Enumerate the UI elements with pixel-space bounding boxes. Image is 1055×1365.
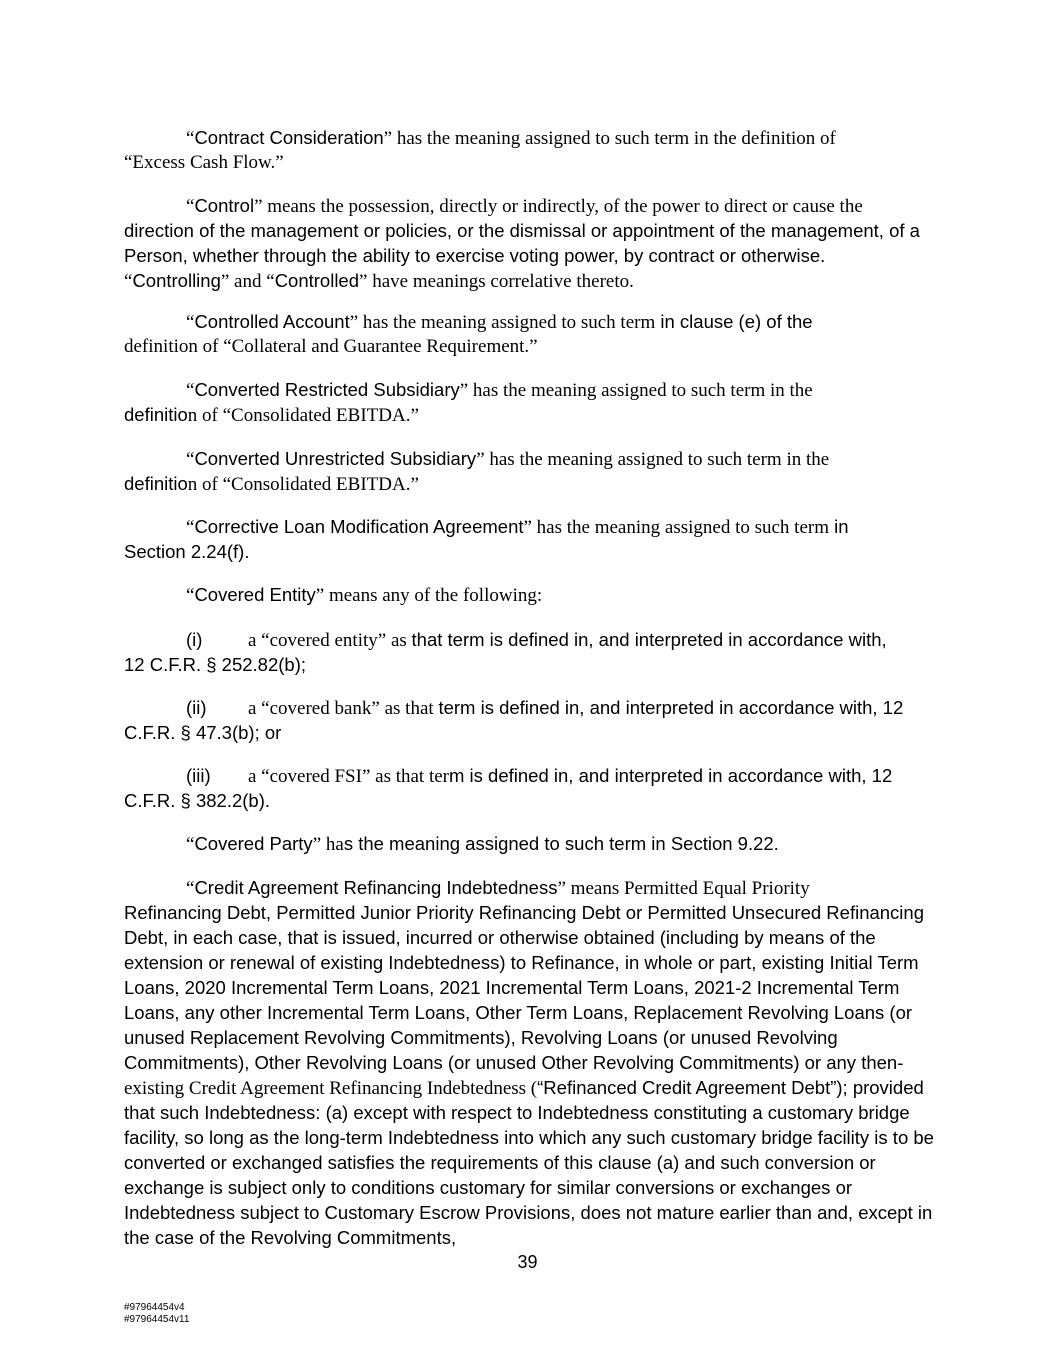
open-quote: “ xyxy=(186,380,195,401)
definition-text: “Excess Cash Flow.” xyxy=(124,152,284,173)
definition-text: ” has the meaning assigned to such term xyxy=(523,517,830,538)
definition-converted-restricted-subsidiary xyxy=(124,378,939,428)
definition-body: direction of the management or policies, or the dismissal or appointment of the management, of a Person, whether through the ability to exercise voting power, by contract or otherwise. xyxy=(124,220,920,266)
clause-number: (i) xyxy=(186,629,203,650)
clause-text: term is defined in, and interpreted in accordance with, 12 xyxy=(438,697,904,718)
definition-text: ” and “ xyxy=(220,271,275,292)
defined-term: Control xyxy=(194,195,255,216)
clause-number: (ii) xyxy=(186,697,207,718)
definition-text: definitio xyxy=(124,473,188,494)
page-number: 39 xyxy=(517,1252,538,1272)
defined-term: Controlled xyxy=(274,270,360,291)
definition-body: ”); provided that such Indebtedness: (a) except with respect to Indebtedness constituting a customary bridge facility, so long as the long-term Indebtedness into which any such customary bridge facility is to be converted or exchanged satisfies the requirements of this clause (a) and such conversion or exchange is subject only to conditions customary for similar conversions or exchanges or Indebtedness subject to Customary Escrow Provisions, does not mature earlier than and, except in the case of the Revolving Commitments, xyxy=(124,1077,934,1248)
document-ids xyxy=(124,1302,189,1326)
document-id: #97964454v4 xyxy=(124,1302,185,1313)
definition-body: existing Credit Agreement Refinancing Indebtedness ( xyxy=(124,1078,538,1099)
definition-text: n of “Consolidated EBITDA.” xyxy=(187,405,419,426)
definition-text: ” has the meaning assigned to such term in the xyxy=(459,380,813,401)
definition-text: ” has the meaning assigned to such term xyxy=(349,312,656,333)
definition-text: in xyxy=(829,516,849,537)
defined-term: Credit Agreement Refinancing Indebtedness xyxy=(194,877,558,898)
open-quote: “ xyxy=(186,128,195,149)
open-quote: “ xyxy=(186,312,195,333)
open-quote: “ xyxy=(186,517,195,538)
clause-text: a “covered FSI” as that ter xyxy=(248,766,449,787)
definition-covered-entity xyxy=(124,583,939,608)
clause-text: a “covered entity” as xyxy=(248,630,412,651)
document-id: #97964454v11 xyxy=(124,1314,190,1325)
definition-text: ” has the meaning assigned to such term in the xyxy=(476,449,830,470)
definition-text: ” means Permitted Equal Priority xyxy=(557,878,810,899)
clause-number: (iii) xyxy=(186,765,211,786)
defined-term: “Refinanced Credit Agreement Debt xyxy=(537,1077,831,1098)
clause-citation: C.F.R. § 382.2(b). xyxy=(124,790,271,811)
defined-term: Controlled Account xyxy=(194,311,350,332)
open-quote: “ xyxy=(186,585,195,606)
section-reference: Section 2.24(f). xyxy=(124,541,250,562)
clause-citation: 12 C.F.R. § 252.82(b); xyxy=(124,654,307,675)
definition-contract-consideration xyxy=(124,126,939,175)
defined-term: Converted Restricted Subsidiary xyxy=(194,379,460,400)
definition-text: s the meaning assigned to such term in Section 9.22. xyxy=(343,833,779,854)
definition-controlled-account xyxy=(124,310,939,359)
definition-converted-unrestricted-subsidiary xyxy=(124,447,939,497)
open-quote: “ xyxy=(186,834,195,855)
covered-entity-clause-ii xyxy=(124,696,939,746)
clause-citation: C.F.R. § 47.3(b); or xyxy=(124,722,282,743)
definition-text: definition of “Collateral and Guarantee Requirement.” xyxy=(124,336,538,357)
defined-term: Controlling xyxy=(132,270,221,291)
clause-text: that term is defined in, and interpreted in accordance with, xyxy=(411,629,887,650)
definition-text: ” means any of the following: xyxy=(315,585,543,606)
definition-text: ” has the meaning assigned to such term in the definition of xyxy=(383,128,836,149)
definition-covered-party xyxy=(124,832,939,857)
clause-text: m is defined in, and interpreted in accordance with, 12 xyxy=(449,765,893,786)
defined-term: Converted Unrestricted Subsidiary xyxy=(194,448,477,469)
definition-corrective-loan-modification-agreement xyxy=(124,515,939,565)
definition-text: n of “Consolidated EBITDA.” xyxy=(187,474,419,495)
open-quote: “ xyxy=(124,271,133,292)
definition-text: ” have meanings correlative thereto. xyxy=(359,271,634,292)
covered-entity-clause-i xyxy=(124,628,939,678)
definition-body: Refinancing Debt, Permitted Junior Priority Refinancing Debt or Permitted Unsecured Refinancing Debt, in each case, that is issued, incurred or otherwise obtained (including by means of the extension or renewal of existing Indebtedness) to Refinance, in whole or part, existing Initial Term Loans, 2020 Incremental Term Loans, 2021 Incremental Term Loans, 2021-2 Incremental Term Loans, any other Incremental Term Loans, Other Term Loans, Replacement Revolving Loans (or unused Replacement Revolving Commitments), Revolving Loans (or unused Revolving Commitments), Other Revolving Loans (or unused Other Revolving Commitments) or any then- xyxy=(124,902,924,1073)
open-quote: “ xyxy=(186,449,195,470)
definition-text: in clause (e) of the xyxy=(655,311,813,332)
definition-text: ” ha xyxy=(312,834,344,855)
defined-term: Contract Consideration xyxy=(194,127,384,148)
defined-term: Corrective Loan Modification Agreement xyxy=(194,516,524,537)
open-quote: “ xyxy=(186,878,195,899)
covered-entity-clause-iii xyxy=(124,764,939,814)
clause-text: a “covered bank” as that xyxy=(248,698,439,719)
defined-term: Covered Entity xyxy=(194,584,316,605)
open-quote: “ xyxy=(186,196,195,217)
defined-term: Covered Party xyxy=(194,833,313,854)
definition-credit-agreement-refinancing-indebtedness xyxy=(124,876,939,1251)
definition-control xyxy=(124,194,939,294)
definition-text: ” means the possession, directly or indirectly, of the power to direct or cause the xyxy=(254,196,863,217)
definition-text: definitio xyxy=(124,404,188,425)
